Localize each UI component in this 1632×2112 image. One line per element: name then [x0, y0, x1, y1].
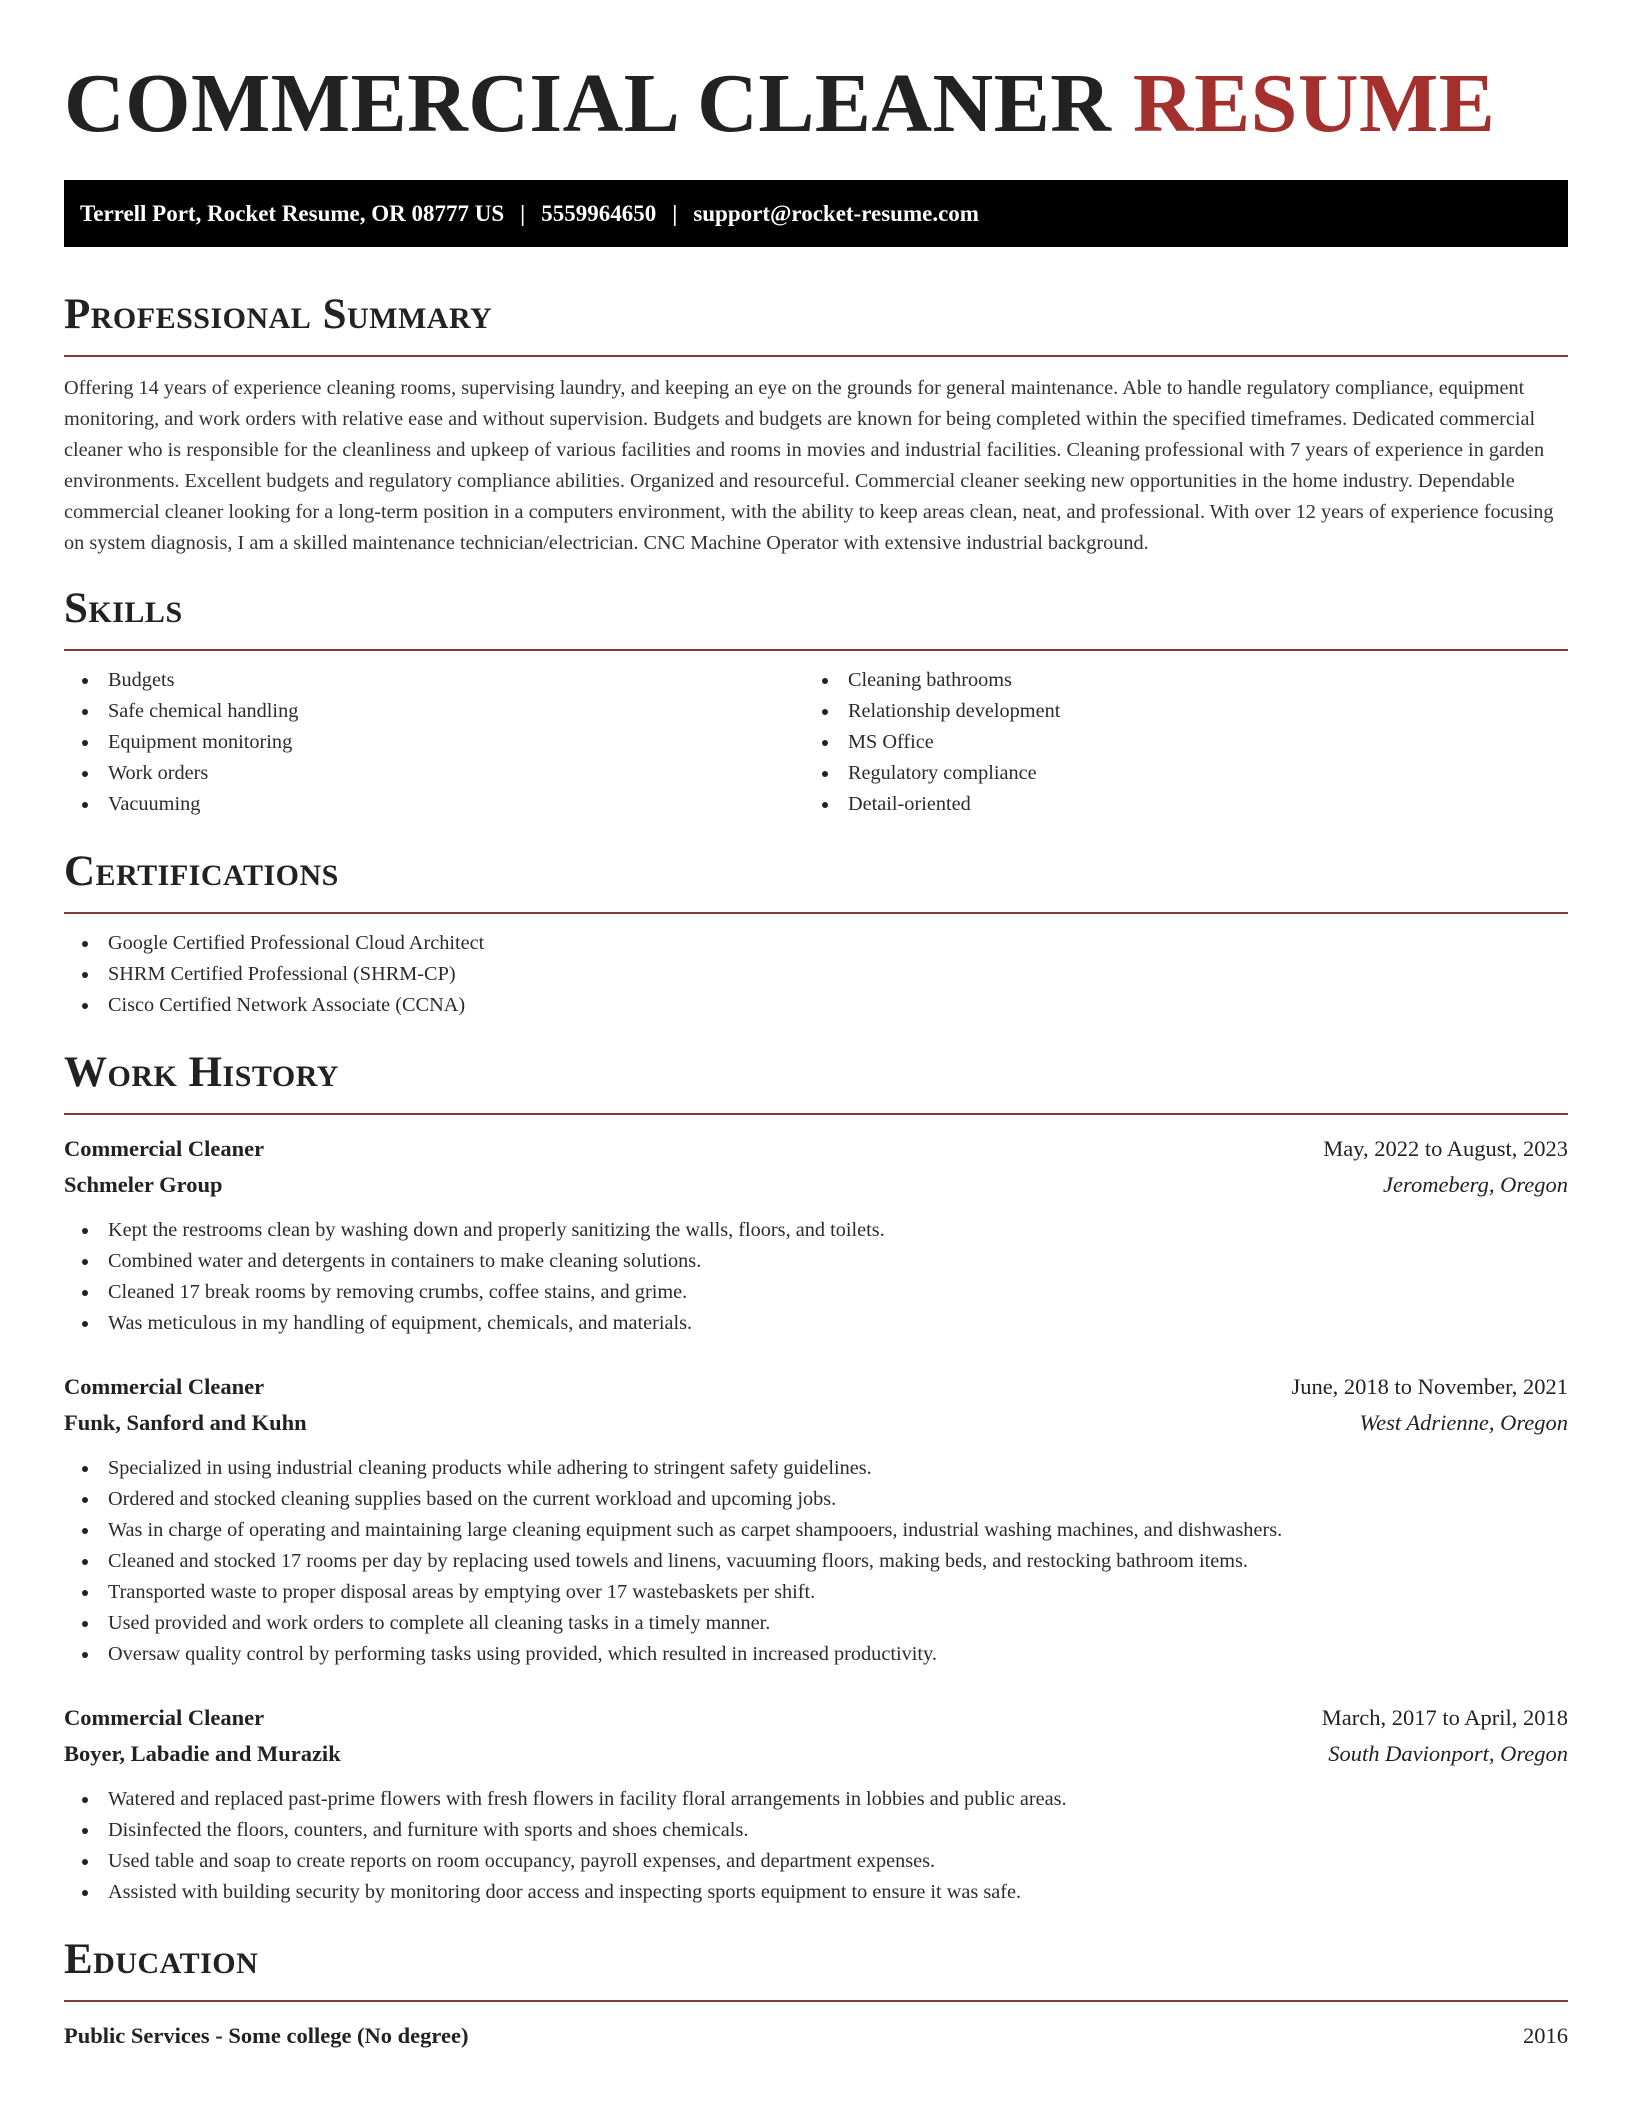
job-company: Schmeler Group: [64, 1172, 223, 1197]
skills-list-right: [804, 665, 1544, 820]
duty-item: Transported waste to proper disposal areas by emptying over 17 wastebaskets per shift.: [64, 1577, 1568, 1608]
education-heading: Education: [64, 1936, 259, 1983]
job-subheader: [64, 1405, 1568, 1441]
education-section: [64, 1934, 1568, 2054]
job-entry: [64, 1131, 1568, 1339]
job-subheader: [64, 1736, 1568, 1772]
job-title: Commercial Cleaner: [64, 1136, 265, 1161]
duty-item: Watered and replaced past-prime flowers with fresh flowers in facility floral arrangements in lobbies and public areas.: [64, 1784, 1568, 1815]
skill-item: Equipment monitoring: [64, 727, 804, 758]
work-history-heading: Work History: [64, 1049, 339, 1096]
education-year: 2016: [1523, 2023, 1568, 2048]
skill-item: Detail-oriented: [804, 789, 1544, 820]
skills-section: [64, 583, 1568, 820]
duty-item: Oversaw quality control by performing tasks using provided, which resulted in increased productivity.: [64, 1639, 1568, 1670]
duty-item: Ordered and stocked cleaning supplies based on the current workload and upcoming jobs.: [64, 1484, 1568, 1515]
section-divider: [64, 2000, 1568, 2002]
skills-grid: [64, 665, 1568, 820]
certifications-list: [64, 928, 1568, 1021]
section-divider: [64, 355, 1568, 357]
job-location: South Davionport, Oregon: [1328, 1741, 1568, 1766]
work-history-section: [64, 1047, 1568, 1908]
duty-item: Was in charge of operating and maintaining large cleaning equipment such as carpet shampooers, industrial washing machines, and dishwashers.: [64, 1515, 1568, 1546]
summary-text: Offering 14 years of experience cleaning rooms, supervising laundry, and keeping an eye on the grounds for general maintenance. Able to handle regulatory compliance, equipment monitoring, and work orders with relative ease and without supervision. Budgets and budgets are known for being completed within the specified timeframes. Dedicated commercial cleaner who is responsible for the cleanliness and upkeep of various facilities and rooms in movies and industrial facilities. Cleaning professional with 7 years of experience in garden environments. Excellent budgets and regulatory compliance abilities. Organized and resourceful. Commercial cleaner seeking new opportunities in the home industry. Dependable commercial cleaner looking for a long-term position in a computers environment, with the ability to keep areas clean, neat, and professional. With over 12 years of experience focusing on system diagnosis, I am a skilled maintenance technician/electrician. CNC Machine Operator with extensive industrial background.: [64, 377, 1554, 554]
skill-item: Budgets: [64, 665, 804, 696]
duty-item: Cleaned 17 break rooms by removing crumbs, coffee stains, and grime.: [64, 1277, 1568, 1308]
duty-item: Cleaned and stocked 17 rooms per day by replacing used towels and linens, vacuuming floors, making beds, and restocking bathroom items.: [64, 1546, 1568, 1577]
contact-separator: |: [520, 200, 526, 226]
title-main: COMMERCIAL CLEANER: [64, 57, 1112, 150]
title-accent: RESUME: [1132, 57, 1496, 150]
contact-email: support@rocket-resume.com: [693, 200, 979, 226]
contact-phone: 5559964650: [541, 200, 657, 226]
job-header: [64, 1131, 1568, 1167]
summary-heading: Professional Summary: [64, 291, 493, 338]
job-company: Boyer, Labadie and Murazik: [64, 1741, 341, 1766]
contact-separator: |: [672, 200, 678, 226]
section-divider: [64, 912, 1568, 914]
certification-item: Cisco Certified Network Associate (CCNA): [64, 990, 1568, 1021]
job-title: Commercial Cleaner: [64, 1705, 265, 1730]
section-divider: [64, 649, 1568, 651]
job-duties: [64, 1784, 1568, 1908]
skill-item: Safe chemical handling: [64, 696, 804, 727]
skill-item: Cleaning bathrooms: [804, 665, 1544, 696]
job-company: Funk, Sanford and Kuhn: [64, 1410, 307, 1435]
certification-item: Google Certified Professional Cloud Architect: [64, 928, 1568, 959]
job-duties: [64, 1215, 1568, 1339]
contact-address: Terrell Port, Rocket Resume, OR 08777 US: [80, 200, 505, 226]
job-dates: March, 2017 to April, 2018: [1321, 1705, 1568, 1730]
education-degree: Public Services - Some college (No degree): [64, 2023, 469, 2048]
job-duties: [64, 1453, 1568, 1670]
duty-item: Kept the restrooms clean by washing down and properly sanitizing the walls, floors, and toilets.: [64, 1215, 1568, 1246]
duty-item: Specialized in using industrial cleaning products while adhering to stringent safety guidelines.: [64, 1453, 1568, 1484]
skills-list-left: [64, 665, 804, 820]
duty-item: Was meticulous in my handling of equipment, chemicals, and materials.: [64, 1308, 1568, 1339]
job-location: West Adrienne, Oregon: [1359, 1410, 1568, 1435]
skill-item: Vacuuming: [64, 789, 804, 820]
job-header: [64, 1700, 1568, 1736]
skill-item: Work orders: [64, 758, 804, 789]
duty-item: Used table and soap to create reports on room occupancy, payroll expenses, and department expenses.: [64, 1846, 1568, 1877]
job-title: Commercial Cleaner: [64, 1374, 265, 1399]
skills-heading: Skills: [64, 585, 183, 632]
skill-item: MS Office: [804, 727, 1544, 758]
skill-item: Regulatory compliance: [804, 758, 1544, 789]
job-dates: June, 2018 to November, 2021: [1291, 1374, 1568, 1399]
section-divider: [64, 1113, 1568, 1115]
duty-item: Disinfected the floors, counters, and furniture with sports and shoes chemicals.: [64, 1815, 1568, 1846]
resume-page: [64, 0, 1568, 2054]
resume-title: [64, 56, 1568, 152]
job-subheader: [64, 1167, 1568, 1203]
job-location: Jeromeberg, Oregon: [1383, 1172, 1568, 1197]
duty-item: Used provided and work orders to complete all cleaning tasks in a timely manner.: [64, 1608, 1568, 1639]
summary-section: [64, 289, 1568, 559]
job-dates: May, 2022 to August, 2023: [1323, 1136, 1568, 1161]
job-entry: [64, 1369, 1568, 1670]
certification-item: SHRM Certified Professional (SHRM-CP): [64, 959, 1568, 990]
contact-bar: [64, 180, 1568, 247]
job-entry: [64, 1700, 1568, 1908]
skill-item: Relationship development: [804, 696, 1544, 727]
certifications-section: [64, 846, 1568, 1021]
education-entry: [64, 2018, 1568, 2054]
job-header: [64, 1369, 1568, 1405]
duty-item: Assisted with building security by monitoring door access and inspecting sports equipment to ensure it was safe.: [64, 1877, 1568, 1908]
duty-item: Combined water and detergents in containers to make cleaning solutions.: [64, 1246, 1568, 1277]
certifications-heading: Certifications: [64, 848, 339, 895]
